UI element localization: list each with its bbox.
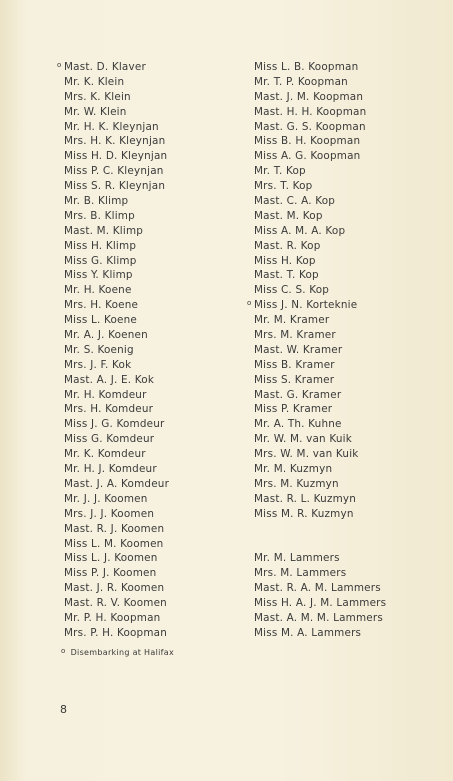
- passenger-name: Mast. J. A. Komdeur: [64, 477, 170, 490]
- passenger-name: Miss P. J. Koomen: [64, 567, 157, 580]
- passenger-name: Mast. J. R. Koomen: [64, 582, 165, 595]
- passenger-entry: [64, 462, 169, 477]
- passenger-entry: [254, 105, 386, 120]
- passenger-name: Miss L. J. Koomen: [64, 552, 158, 565]
- passenger-entry: [254, 566, 386, 581]
- passenger-entry: [64, 254, 169, 269]
- passenger-entry: [64, 239, 169, 254]
- passenger-entry: [254, 60, 386, 75]
- passenger-entry: [64, 402, 169, 417]
- passenger-name: Mast. R. L. Kuzmyn: [254, 492, 357, 505]
- passenger-name: Mrs. H. Koene: [64, 299, 139, 312]
- passenger-name: Miss B. Kramer: [254, 358, 335, 371]
- passenger-entry: [254, 477, 386, 492]
- passenger-entry: [254, 462, 386, 477]
- passenger-entry: [254, 75, 386, 90]
- passenger-name: Mast. A. J. E. Kok: [64, 373, 155, 386]
- passenger-entry: [254, 149, 386, 164]
- passenger-name: Mr. M. Kuzmyn: [254, 463, 333, 476]
- passenger-entry: [64, 492, 169, 507]
- passenger-entry: [254, 328, 386, 343]
- passenger-name: Miss S. Kramer: [254, 373, 335, 386]
- passenger-name: Mrs. H. K. Kleynjan: [64, 135, 166, 148]
- passenger-entry: [64, 313, 169, 328]
- passenger-entry: [64, 388, 169, 403]
- passenger-entry: [64, 283, 169, 298]
- passenger-name: Miss J. N. Korteknie: [254, 299, 358, 312]
- passenger-entry: [64, 298, 169, 313]
- passenger-name: Mast. C. A. Kop: [254, 195, 336, 208]
- passenger-name: Miss S. R. Kleynjan: [64, 180, 166, 193]
- passenger-entry: [64, 90, 169, 105]
- passenger-name: Mr. P. H. Koopman: [64, 611, 161, 624]
- passenger-entry: [254, 224, 386, 239]
- passenger-entry: [64, 268, 169, 283]
- footnote-symbol: o: [61, 647, 66, 655]
- passenger-name: Mrs. J. J. Koomen: [64, 507, 155, 520]
- passenger-name: Mast. G. Kramer: [254, 388, 342, 401]
- passenger-entry: [254, 283, 386, 298]
- passenger-name: Miss H. Klimp: [64, 239, 137, 252]
- passenger-name: Mr. T. Kop: [254, 165, 306, 178]
- passenger-entry: [64, 611, 169, 626]
- passenger-entry: [254, 358, 386, 373]
- passenger-name: Miss P. Kramer: [254, 403, 333, 416]
- passenger-entry: [64, 566, 169, 581]
- passenger-entry: [254, 134, 386, 149]
- passenger-entry: [254, 373, 386, 388]
- passenger-entry: [254, 120, 386, 135]
- passenger-entry: [254, 90, 386, 105]
- passenger-entry: [64, 522, 169, 537]
- passenger-name: Miss J. G. Komdeur: [64, 418, 165, 431]
- passenger-name: Miss L. M. Koomen: [64, 537, 164, 550]
- passenger-entry: [64, 194, 169, 209]
- passenger-entry: [254, 194, 386, 209]
- passenger-entry: [254, 507, 386, 522]
- passenger-name: Miss P. C. Kleynjan: [64, 165, 164, 178]
- passenger-name: Miss H. D. Kleynjan: [64, 150, 168, 163]
- passenger-name: Mr. A. Th. Kuhne: [254, 418, 342, 431]
- passenger-entry: [254, 432, 386, 447]
- passenger-entry: [64, 209, 169, 224]
- passenger-entry: [64, 432, 169, 447]
- passenger-name: Miss B. H. Koopman: [254, 135, 361, 148]
- passenger-entry: [64, 164, 169, 179]
- passenger-entry: [254, 596, 386, 611]
- passenger-name: Mast. G. S. Koopman: [254, 120, 366, 133]
- passenger-entry: [254, 492, 386, 507]
- passenger-name: Miss H. A. J. M. Lammers: [254, 597, 387, 610]
- passenger-entry: [64, 105, 169, 120]
- disembark-marker: o: [247, 299, 252, 308]
- passenger-name: Mr. K. Komdeur: [64, 448, 146, 461]
- passenger-entry: [64, 75, 169, 90]
- passenger-entry: [254, 254, 386, 269]
- passenger-name: Mr. S. Koenig: [64, 343, 134, 356]
- passenger-entry: [64, 373, 169, 388]
- passenger-entry: [64, 447, 169, 462]
- group-spacer: [254, 522, 386, 552]
- passenger-name: Miss G. Komdeur: [64, 433, 155, 446]
- disembark-marker: o: [57, 61, 62, 69]
- passenger-name: Miss L. B. Koopman: [254, 61, 359, 73]
- passenger-name: Mr. M. Kramer: [254, 314, 330, 327]
- passenger-name: Mr. K. Klein: [64, 75, 125, 88]
- passenger-name: Mast. D. Klaver: [64, 61, 146, 73]
- passenger-name: Mast. M. Klimp: [64, 224, 144, 237]
- passenger-name: Mrs. P. H. Koopman: [64, 626, 168, 639]
- passenger-name: Mrs. M. Lammers: [254, 567, 347, 580]
- passenger-entry: [254, 179, 386, 194]
- passenger-entry: [64, 179, 169, 194]
- passenger-entry: [57, 60, 169, 75]
- passenger-name: Mast. R. A. M. Lammers: [254, 582, 381, 595]
- passenger-entry: [247, 298, 386, 313]
- passenger-entry: [254, 581, 386, 596]
- passenger-entry: [254, 164, 386, 179]
- passenger-entry: [64, 477, 169, 492]
- passenger-entry: [64, 134, 169, 149]
- passenger-name: Mr. W. M. van Kuik: [254, 433, 352, 446]
- passenger-entry: [254, 551, 386, 566]
- passenger-entry: [64, 120, 169, 135]
- passenger-name: Mr. W. Klein: [64, 105, 127, 118]
- passenger-name: Mr. T. P. Koopman: [254, 75, 348, 88]
- passenger-entry: [64, 596, 169, 611]
- passenger-name: Mr. J. J. Koomen: [64, 492, 148, 505]
- passenger-entry: [254, 447, 386, 462]
- left-name-column: [57, 60, 170, 641]
- passenger-name: Mast. R. Kop: [254, 239, 321, 252]
- passenger-name: Mast. W. Kramer: [254, 343, 343, 356]
- passenger-entry: [254, 402, 386, 417]
- passenger-name: Mrs. H. Komdeur: [64, 403, 154, 416]
- passenger-name: Mrs. T. Kop: [254, 180, 313, 193]
- passenger-entry: [254, 611, 386, 626]
- passenger-name: Miss H. Kop: [254, 254, 316, 267]
- passenger-name: Mrs. M. Kuzmyn: [254, 477, 339, 490]
- passenger-name: Mrs. M. Kramer: [254, 329, 336, 342]
- passenger-name: Miss M. R. Kuzmyn: [254, 507, 354, 520]
- passenger-name: Mast. R. J. Koomen: [64, 522, 165, 535]
- passenger-entry: [64, 551, 169, 566]
- passenger-entry: [254, 343, 386, 358]
- passenger-name: Mast. A. M. M. Lammers: [254, 611, 383, 624]
- passenger-name: Mast. M. Kop: [254, 209, 323, 222]
- passenger-name: Mr. H. J. Komdeur: [64, 463, 157, 476]
- passenger-name: Mr. H. Komdeur: [64, 388, 147, 401]
- passenger-name: Miss A. M. A. Kop: [254, 224, 346, 237]
- passenger-name: Mrs. K. Klein: [64, 90, 131, 103]
- passenger-entry: [254, 239, 386, 254]
- passenger-name: Mrs. B. Klimp: [64, 209, 135, 222]
- footnote: [61, 648, 174, 657]
- passenger-entry: [64, 626, 169, 641]
- passenger-entry: [64, 328, 169, 343]
- right-name-column: [247, 60, 387, 641]
- footnote-text: Disembarking at Halifax: [70, 648, 174, 657]
- passenger-name: Miss M. A. Lammers: [254, 626, 362, 639]
- passenger-entry: [254, 268, 386, 283]
- passenger-name: Mast. T. Kop: [254, 269, 319, 282]
- page-number: 8: [60, 703, 67, 716]
- passenger-entry: [64, 581, 169, 596]
- passenger-entry: [254, 626, 386, 641]
- passenger-name: Mr. B. Klimp: [64, 195, 129, 208]
- passenger-name: Mr. H. Koene: [64, 284, 132, 297]
- passenger-name: Mr. A. J. Koenen: [64, 329, 148, 342]
- passenger-entry: [254, 209, 386, 224]
- passenger-name: Mast. R. V. Koomen: [64, 597, 167, 610]
- passenger-entry: [64, 537, 169, 552]
- passenger-entry: [64, 343, 169, 358]
- passenger-name: Mr. M. Lammers: [254, 552, 340, 565]
- passenger-entry: [254, 388, 386, 403]
- passenger-name: Miss Y. Klimp: [64, 269, 133, 282]
- passenger-entry: [64, 358, 169, 373]
- passenger-entry: [254, 417, 386, 432]
- passenger-name: Miss A. G. Koopman: [254, 150, 361, 163]
- passenger-entry: [64, 507, 169, 522]
- passenger-entry: [64, 224, 169, 239]
- passenger-entry: [64, 417, 169, 432]
- passenger-name: Mast. J. M. Koopman: [254, 90, 364, 103]
- passenger-name: Mrs. J. F. Kok: [64, 358, 132, 371]
- passenger-name: Miss C. S. Kop: [254, 284, 330, 297]
- passenger-name: Mast. H. H. Koopman: [254, 105, 367, 118]
- passenger-entry: [64, 149, 169, 164]
- passenger-name: Mr. H. K. Kleynjan: [64, 120, 159, 133]
- passenger-name: Miss L. Koene: [64, 314, 138, 327]
- passenger-name: Mrs. W. M. van Kuik: [254, 448, 359, 461]
- passenger-name: Miss G. Klimp: [64, 254, 137, 267]
- passenger-entry: [254, 313, 386, 328]
